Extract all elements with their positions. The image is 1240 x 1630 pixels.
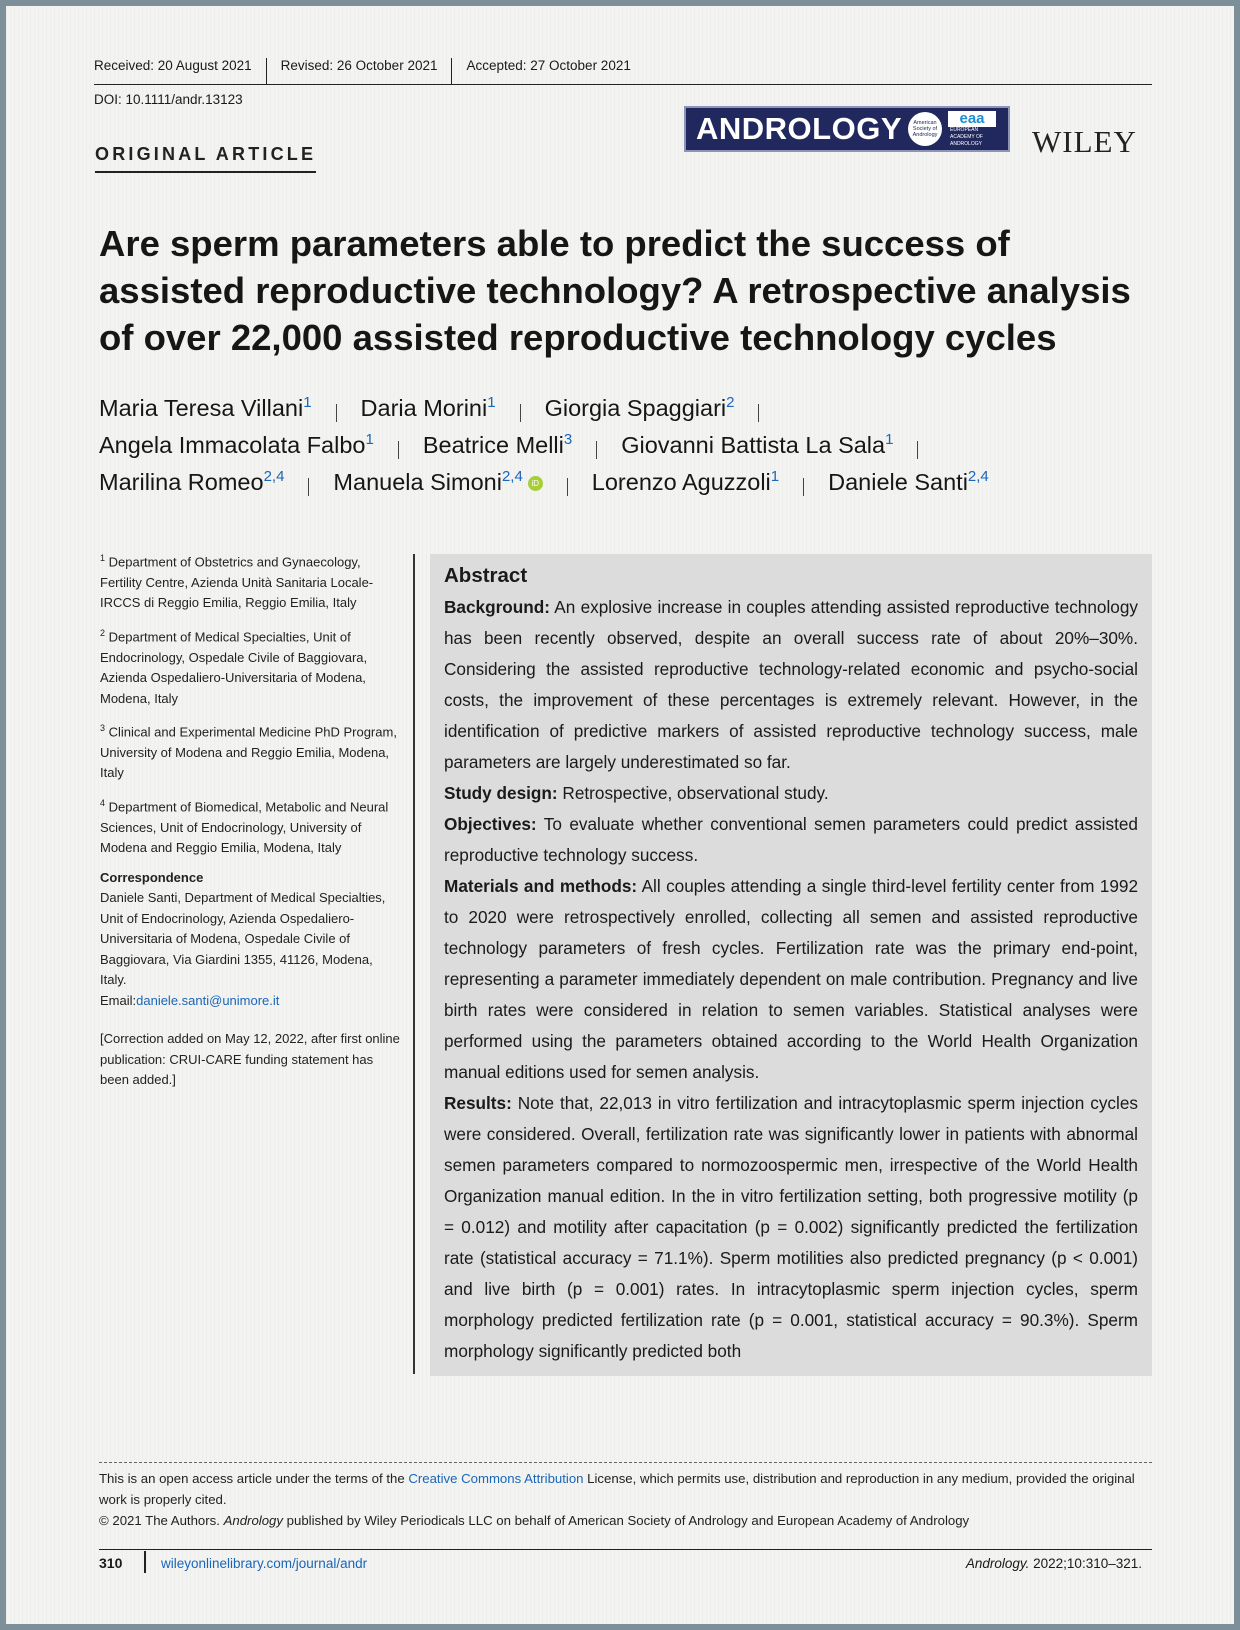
separator	[336, 404, 337, 422]
abstract-objectives: Objectives: To evaluate whether conventional semen parameters could predict assisted reproductive technology success.	[444, 814, 1138, 865]
eaa-logo-icon	[948, 111, 996, 147]
journal-logo	[684, 106, 1010, 152]
asa-logo-icon: American Society of Andrology	[908, 112, 942, 146]
divider	[99, 1462, 1152, 1463]
author[interactable]: Beatrice Melli$^3$	[422, 431, 573, 458]
separator	[917, 441, 918, 459]
eaa-logo-subtext: EUROPEAN ACADEMY OF ANDROLOGY	[948, 127, 996, 148]
author[interactable]: Giovanni Battista La Sala$^1$	[621, 431, 894, 458]
affiliation: $^4$ Department of Biomedical, Metabolic and Neural Sciences, Unit of Endocrinology, University of Modena and Reggio Emilia, Modena, Italy	[100, 797, 389, 856]
abstract-results: Results: Note that, 22,013 in vitro fertilization and intracytoplasmic sperm injection cycles were considered. Overall, fertilization rate was significantly lower in patients with abnormal semen parameters compared to normozoospermic men, irrespective of the World Health Organization manual edition. In the in vitro fertilization setting, both progressive motility (p = 0.012) and motility after capacitation (p = 0.002) significantly predicted the fertilization rate (statistical accuracy = 71.1%). Sperm motilities also predicted pregnancy (p < 0.001) and live birth (p = 0.001) rates. In intracytoplasmic sperm injection cycles, sperm morphology predicted fertilization rate (p = 0.001, statistical accuracy = 90.3%). Sperm morphology significantly predicted both	[444, 1093, 1138, 1361]
revised-date: Revised: 26 October 2021	[280, 58, 438, 73]
separator	[567, 478, 568, 496]
email-link[interactable]: daniele.santi@unimore.it	[136, 992, 280, 1008]
affiliations-sidebar	[100, 548, 400, 1100]
accepted-date: Accepted: 27 October 2021	[466, 58, 631, 73]
abstract-heading: Abstract	[444, 564, 528, 587]
separator	[308, 478, 309, 496]
separator	[596, 441, 597, 459]
author[interactable]: Daniele Santi$^{2,4}$	[828, 468, 989, 495]
article-page	[6, 6, 1234, 1624]
abstract-background: Background: An explosive increase in couples attending assisted reproductive technology has been recently observed, despite an overall success rate of about 20%–30%. Considering the assisted reproductive technology-related economic and psycho-social costs, the improvement of these percentages is extremely relevant. However, in the identification of predictive markers of assisted reproductive technology success, male parameters are largely underestimated so far.	[444, 597, 1138, 772]
license-link[interactable]: Creative Commons Attribution	[408, 1471, 584, 1486]
abstract-study-design: Study design: Retrospective, observational study.	[444, 783, 829, 803]
license-text: This is an open access article under the terms of the Creative Commons Attribution License, which permits use, distribution and reproduction in any medium, provided the original work is properly cited.	[99, 1471, 1135, 1507]
abstract-box	[430, 554, 1152, 1376]
publisher-logo: WILEY	[1032, 124, 1137, 159]
separator	[398, 441, 399, 459]
separator	[803, 478, 804, 496]
affiliation: $^1$ Department of Obstetrics and Gynaecology, Fertility Centre, Azienda Unità Sanitaria Locale-IRCCS di Reggio Emilia, Reggio Emilia, Italy	[100, 553, 374, 611]
author[interactable]: Manuela Simoni$^{2,4}$ iD	[333, 468, 542, 496]
journal-name: ANDROLOGY	[696, 111, 902, 146]
separator	[451, 58, 452, 84]
article-type: ORIGINAL ARTICLE	[95, 144, 316, 173]
copyright-text: © 2021 The Authors. Andrology published by Wiley Periodicals LLC on behalf of American Society of Andrology and European Academy of Andrology	[99, 1513, 970, 1528]
affiliation: $^3$ Clinical and Experimental Medicine PhD Program, University of Modena and Reggio Emilia, Modena, Italy	[100, 723, 397, 781]
received-date: Received: 20 August 2021	[94, 58, 252, 73]
article-title: Are sperm parameters able to predict the success of assisted reproductive technology? A retrospective analysis of over 22,000 assisted reproductive technology cycles	[99, 223, 1131, 358]
author[interactable]: Daria Morini$^1$	[360, 394, 496, 421]
author[interactable]: Angela Immacolata Falbo$^1$	[99, 431, 374, 458]
affiliation: $^2$ Department of Medical Specialties, Unit of Endocrinology, Ospedale Civile of Baggiovara, Azienda Ospedaliero-Universitaria of Modena, Modena, Italy	[100, 627, 368, 706]
journal-site-link[interactable]: wileyonlinelibrary.com/journal/andr	[161, 1556, 368, 1571]
orcid-icon[interactable]: iD	[528, 476, 543, 491]
separator	[144, 1551, 146, 1573]
separator	[520, 404, 521, 422]
correspondence-text: Daniele Santi, Department of Medical Specialties, Unit of Endocrinology, Azienda Ospedaliero-Universitaria of Modena, Ospedale Civile of Baggiovara, Via Giardini 1355, 41126, Modena, Italy. Email:daniele.santi@unimore.it	[100, 890, 386, 1008]
author[interactable]: Giorgia Spaggiari$^2$	[544, 394, 735, 421]
separator	[758, 404, 759, 422]
history-line	[94, 58, 1152, 85]
correspondence-heading: Correspondence	[100, 869, 204, 885]
author[interactable]: Marilina Romeo$^{2,4}$	[99, 468, 285, 495]
license-notice	[99, 1468, 1155, 1531]
separator	[266, 58, 267, 84]
eaa-logo-text: eaa	[959, 109, 985, 127]
correction-note: [Correction added on May 12, 2022, after first online publication: CRUI-CARE funding statement has been added.]	[100, 1031, 400, 1088]
author-list	[99, 394, 1159, 505]
divider	[99, 1549, 1152, 1550]
page-number: 310	[99, 1555, 123, 1571]
doi[interactable]: DOI: 10.1111/andr.13123	[94, 92, 243, 107]
author[interactable]: Lorenzo Aguzzoli$^1$	[591, 468, 780, 495]
citation: Andrology. 2022;10:310–321.	[965, 1556, 1142, 1571]
divider	[413, 554, 415, 1374]
abstract-methods: Materials and methods: All couples attending a single third-level fertility center from 1992 to 2020 were retrospectively enrolled, collecting all semen and assisted reproductive technology parameters of fresh cycles. Fertilization rate was the primary end-point, representing a parameter immediately dependent on male contribution. Pregnancy and live birth rates were considered in relation to semen variables. Statistical analyses were performed using the parameters obtained according to the World Health Organization manual editions used for semen analysis.	[444, 876, 1139, 1082]
author[interactable]: Maria Teresa Villani$^1$	[99, 394, 312, 421]
